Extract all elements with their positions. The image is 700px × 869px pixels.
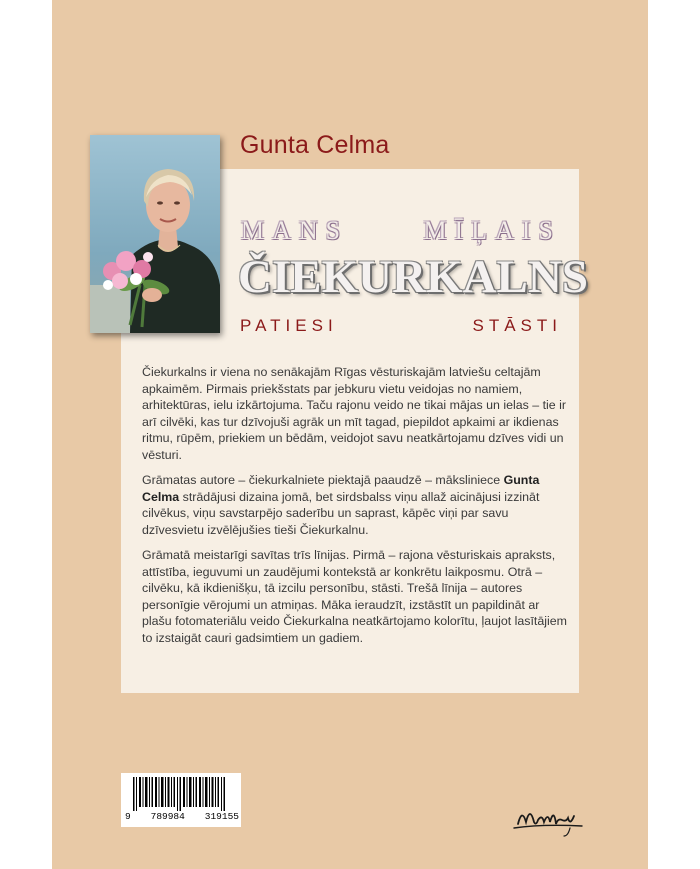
isbn-digit-group-1: 9 xyxy=(125,811,131,822)
isbn-barcode xyxy=(121,773,241,827)
subtitle xyxy=(240,316,562,336)
paragraph-2-author-name: Gunta Celma xyxy=(142,473,540,504)
isbn-digit-group-3: 319155 xyxy=(204,811,239,822)
title-line-1 xyxy=(241,216,561,246)
paragraph-2-text-start: Grāmatas autore – čiekurkalniete piektajā paaudzē – māksliniece xyxy=(142,473,504,487)
publisher-logo xyxy=(512,798,584,838)
author-photo xyxy=(90,135,220,333)
title-word-mans: MANS xyxy=(241,216,349,245)
isbn-digit-group-2: 789984 xyxy=(150,811,185,822)
description xyxy=(142,364,567,655)
description-paragraph-2 xyxy=(142,472,567,538)
description-paragraph-3: Grāmatā meistarīgi savītas trīs līnijas. Pirmā – rajona vēsturiskais apraksts, attīstība, ieguvumi un zaudējumi kontekstā ar konkrētu laikposmu. Otrā – cilvēku, kā ikdienišķu, tā izcilu personību, stāsti. Trešā līnija – autores personīgie vērojumi un atmiņas. Māka ieraudzīt, izstāstīt un papildināt ar plašu fotomateriālu veido Čiekurkalna neatkārtojamo kolorītu, ļaujot lasītājiem to izstaigāt cauri gadsimtiem un gadiem. xyxy=(142,548,567,645)
description-paragraph-1: Čiekurkalns ir viena no senākajām Rīgas vēsturiskajām latviešu celtajām apkaimēm. Pirmais priekšstats par jebkuru vietu veidojas no namiem, arhitektūras, ielu izkārtojuma. Taču rajonu veido ne tikai mājas un ielas – tie ir arī cilvēki, kas tur dzīvojuši agrāk un mīt tagad, piepildot apkaimi ar ikdienas ritmu, rūpēm, priekiem un bēdām, veidojot savu neatkārtojamu dzīves vidi un vēsturi. xyxy=(142,365,567,462)
title-word-milais: MĪĻAIS xyxy=(423,216,561,245)
isbn-digits xyxy=(125,811,239,822)
author-portrait-image xyxy=(90,135,220,333)
subtitle-word-2: STĀSTI xyxy=(472,316,562,335)
barcode-bars xyxy=(121,773,241,813)
author-name: Gunta Celma xyxy=(240,131,390,159)
subtitle-word-1: PATIESI xyxy=(240,316,338,335)
publisher-signature-icon xyxy=(512,798,584,838)
title-main: ČIEKURKALNS xyxy=(238,251,588,303)
paragraph-2-text-end: strādājusi dizaina jomā, bet sirdsbalss viņu allaž aicinājusi izzināt cilvēkus, viņu savstarpējo saderību un saprast, kāpēc viņi par savu dzīvesvietu izvēlējušies tieši Čiekurkalnu. xyxy=(142,489,540,537)
